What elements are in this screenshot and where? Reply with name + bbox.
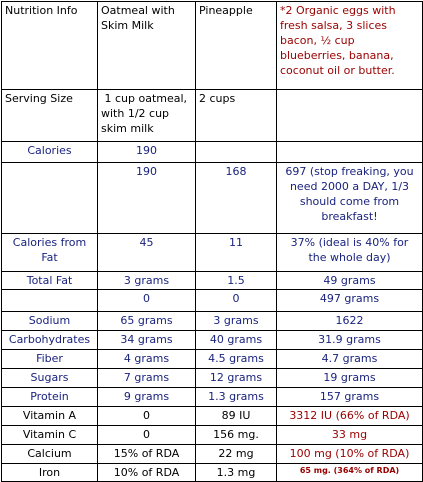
row-oatmeal-value: 190: [98, 163, 196, 234]
table-header-row: [2, 2, 423, 90]
row-label: Protein: [2, 388, 98, 407]
table-row-vitamin-c: [2, 426, 423, 445]
row-eggs-value: 157 grams: [277, 388, 423, 407]
nutrition-table: [1, 1, 423, 482]
header-eggs-meal: *2 Organic eggs with fresh salsa, 3 slices bacon, ½ cup blueberries, banana, coconut oil or butter.: [277, 2, 423, 90]
table-row-iron: [2, 464, 423, 482]
row-pineapple-value: 156 mg.: [196, 426, 277, 445]
row-label: Calories: [2, 142, 98, 163]
header-oatmeal: Oatmeal with Skim Milk: [98, 2, 196, 90]
row-label: Serving Size: [2, 90, 98, 142]
table-row-calcium: [2, 445, 423, 464]
row-pineapple-value: 3 grams: [196, 312, 277, 331]
row-oatmeal-value: 10% of RDA: [98, 464, 196, 482]
row-pineapple-value: [196, 142, 277, 163]
row-label: Total Fat: [2, 272, 98, 290]
row-oatmeal-value: 190: [98, 142, 196, 163]
row-eggs-value: 100 mg (10% of RDA): [277, 445, 423, 464]
row-eggs-value: 37% (ideal is 40% for the whole day): [277, 234, 423, 272]
row-eggs-value: 497 grams: [277, 290, 423, 312]
row-pineapple-value: 11: [196, 234, 277, 272]
row-pineapple-value: 89 IU: [196, 407, 277, 426]
row-eggs-value: 4.7 grams: [277, 350, 423, 369]
row-label: [2, 290, 98, 312]
row-label: Vitamin A: [2, 407, 98, 426]
row-eggs-value: 31.9 grams: [277, 331, 423, 350]
row-label: [2, 163, 98, 234]
row-oatmeal-value: 45: [98, 234, 196, 272]
table-row-sodium: [2, 312, 423, 331]
table-row-calories-total: [2, 163, 423, 234]
row-oatmeal-value: 0: [98, 426, 196, 445]
row-eggs-value: 49 grams: [277, 272, 423, 290]
row-oatmeal-value: 7 grams: [98, 369, 196, 388]
table-row-serving-size: [2, 90, 423, 142]
row-eggs-value: [277, 142, 423, 163]
row-label: Calcium: [2, 445, 98, 464]
row-pineapple-value: 22 mg: [196, 445, 277, 464]
row-oatmeal-value: 0: [98, 290, 196, 312]
row-pineapple-value: 1.3 grams: [196, 388, 277, 407]
row-eggs-value: 65 mg. (364% of RDA): [277, 464, 423, 482]
row-label: Sodium: [2, 312, 98, 331]
table-row-calories-from-fat: [2, 234, 423, 272]
table-row-sugars: [2, 369, 423, 388]
row-label: Fiber: [2, 350, 98, 369]
row-eggs-value: 1622: [277, 312, 423, 331]
row-label: Carbohydrates: [2, 331, 98, 350]
row-oatmeal-value: 65 grams: [98, 312, 196, 331]
row-pineapple-value: 12 grams: [196, 369, 277, 388]
row-pineapple-value: 168: [196, 163, 277, 234]
row-oatmeal-value: 9 grams: [98, 388, 196, 407]
row-label: Calories from Fat: [2, 234, 98, 272]
row-eggs-value: 33 mg: [277, 426, 423, 445]
row-label: Vitamin C: [2, 426, 98, 445]
row-oatmeal-value: 34 grams: [98, 331, 196, 350]
row-eggs-value: 3312 IU (66% of RDA): [277, 407, 423, 426]
row-oatmeal-value: 15% of RDA: [98, 445, 196, 464]
row-label: Iron: [2, 464, 98, 482]
row-eggs-value: 697 (stop freaking, you need 2000 a DAY, 1/3 should come from breakfast!: [277, 163, 423, 234]
header-pineapple: Pineapple: [196, 2, 277, 90]
row-eggs-value: 19 grams: [277, 369, 423, 388]
row-oatmeal-value: 0: [98, 407, 196, 426]
header-nutrition-info: Nutrition Info: [2, 2, 98, 90]
row-pineapple-value: 0: [196, 290, 277, 312]
table-row-protein: [2, 388, 423, 407]
row-oatmeal-value: 4 grams: [98, 350, 196, 369]
table-row-vitamin-a: [2, 407, 423, 426]
row-pineapple-value: 1.5: [196, 272, 277, 290]
row-label: Sugars: [2, 369, 98, 388]
table-row-unlabeled: [2, 290, 423, 312]
table-row-total-fat: [2, 272, 423, 290]
table-row-fiber: [2, 350, 423, 369]
row-pineapple-value: 2 cups: [196, 90, 277, 142]
row-pineapple-value: 40 grams: [196, 331, 277, 350]
row-oatmeal-value: 1 cup oatmeal, with 1/2 cup skim milk: [98, 90, 196, 142]
row-eggs-value: [277, 90, 423, 142]
table-row-carbohydrates: [2, 331, 423, 350]
table-row-calories: [2, 142, 423, 163]
row-oatmeal-value: 3 grams: [98, 272, 196, 290]
row-pineapple-value: 4.5 grams: [196, 350, 277, 369]
row-pineapple-value: 1.3 mg: [196, 464, 277, 482]
